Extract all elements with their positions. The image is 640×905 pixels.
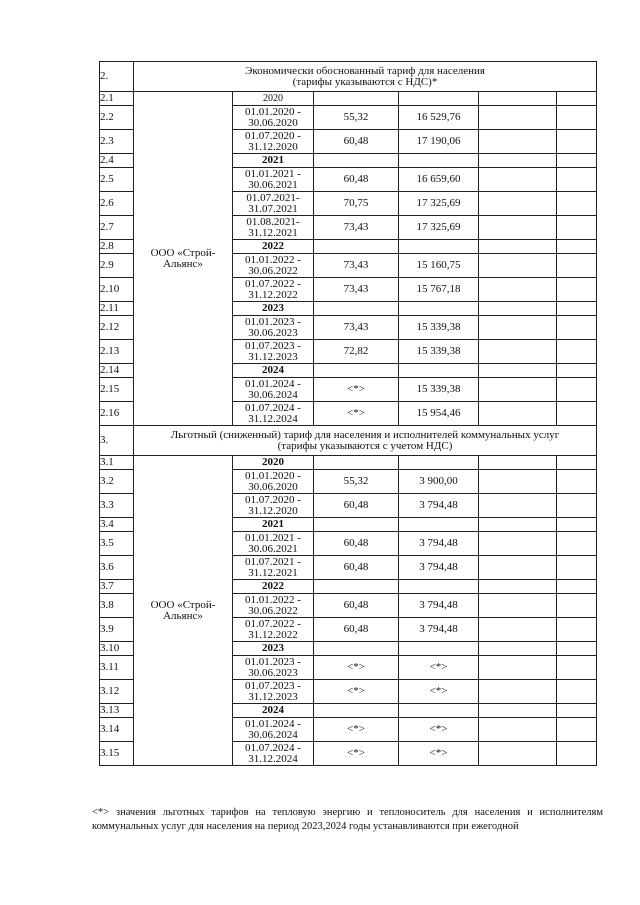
tariff-value-2: 15 339,38 — [399, 340, 479, 364]
organization-cell — [134, 456, 233, 766]
tariff-value-2: 15 767,18 — [399, 278, 479, 302]
empty-cell — [557, 130, 597, 154]
tariff-value-2: 16 659,60 — [399, 168, 479, 192]
organization-name-line1: ООО «Строй- — [150, 598, 216, 611]
period-cell — [233, 618, 314, 642]
organization-cell — [134, 92, 233, 426]
year-cell: 2024 — [233, 704, 314, 718]
section-title-line1: Экономически обоснованный тариф для населения — [245, 64, 485, 77]
empty-cell — [557, 192, 597, 216]
period-start: 01.07.2021 - — [245, 555, 301, 568]
empty-cell — [479, 618, 557, 642]
year-cell: 2022 — [233, 580, 314, 594]
section-title-line1: Льготный (сниженный) тариф для населения и исполнителей коммунальных услуг — [170, 428, 560, 441]
empty-cell — [399, 456, 479, 470]
row-number: 2.6 — [100, 192, 134, 216]
empty-cell — [557, 340, 597, 364]
tariff-value-2: <*> — [399, 680, 479, 704]
period-start: 01.01.2024 - — [245, 717, 301, 730]
empty-cell — [399, 240, 479, 254]
empty-cell — [479, 456, 557, 470]
row-number: 2.7 — [100, 216, 134, 240]
period-cell — [233, 594, 314, 618]
empty-cell — [479, 92, 557, 106]
tariff-value-2: 15 954,46 — [399, 402, 479, 426]
period-end: 31.12.2022 — [248, 628, 298, 641]
empty-cell — [479, 494, 557, 518]
row-number: 3.13 — [100, 704, 134, 718]
period-cell — [233, 340, 314, 364]
empty-cell — [479, 192, 557, 216]
section-title-line2: (тарифы указываются с НДС)* — [292, 75, 438, 88]
empty-cell — [557, 378, 597, 402]
organization-name-line2: Альянс» — [163, 257, 203, 270]
period-cell — [233, 718, 314, 742]
tariff-value-2: 16 529,76 — [399, 106, 479, 130]
tariff-value-1: <*> — [314, 718, 399, 742]
empty-cell — [557, 642, 597, 656]
empty-cell — [557, 364, 597, 378]
period-end: 31.12.2024 — [248, 752, 298, 765]
period-start: 01.07.2020 - — [245, 129, 301, 142]
tariff-value-1: 73,43 — [314, 254, 399, 278]
period-end: 31.07.2021 — [248, 202, 298, 215]
period-cell — [233, 470, 314, 494]
tariff-value-1: 60,48 — [314, 130, 399, 154]
empty-cell — [479, 402, 557, 426]
row-number: 2.9 — [100, 254, 134, 278]
empty-cell — [479, 518, 557, 532]
empty-cell — [479, 580, 557, 594]
period-end: 31.12.2021 — [248, 226, 298, 239]
empty-cell — [557, 316, 597, 340]
period-end: 31.12.2024 — [248, 412, 298, 425]
organization-name-line1: ООО «Строй- — [150, 246, 216, 259]
empty-cell — [479, 704, 557, 718]
row-number: 3.8 — [100, 594, 134, 618]
period-cell — [233, 742, 314, 766]
tariff-value-1: <*> — [314, 656, 399, 680]
row-number: 2.2 — [100, 106, 134, 130]
tariff-value-2: 17 325,69 — [399, 192, 479, 216]
period-end: 30.06.2020 — [248, 480, 298, 493]
tariff-value-1: <*> — [314, 680, 399, 704]
period-start: 01.07.2023 - — [245, 679, 301, 692]
footnote: <*> значения льготных тарифов на тепловую энергию и теплоноситель для населения и исполнителям коммунальных услуг для населения на период 2023,2024 годы устанавливаются при ежегодной — [92, 807, 603, 832]
section-number: 3. — [100, 426, 134, 456]
row-number: 2.4 — [100, 154, 134, 168]
period-end: 30.06.2022 — [248, 604, 298, 617]
empty-cell — [399, 518, 479, 532]
empty-cell — [557, 216, 597, 240]
tariff-value-2: 3 794,48 — [399, 594, 479, 618]
empty-cell — [557, 656, 597, 680]
tariff-value-2: 15 160,75 — [399, 254, 479, 278]
tariff-value-1: <*> — [314, 742, 399, 766]
row-number: 3.7 — [100, 580, 134, 594]
year-cell: 2023 — [233, 302, 314, 316]
period-end: 30.06.2023 — [248, 326, 298, 339]
row-number: 2.3 — [100, 130, 134, 154]
empty-cell — [399, 92, 479, 106]
period-start: 01.07.2024 - — [245, 401, 301, 414]
period-cell — [233, 168, 314, 192]
tariff-value-1: 60,48 — [314, 494, 399, 518]
empty-cell — [479, 364, 557, 378]
period-start: 01.07.2022 - — [245, 277, 301, 290]
empty-cell — [314, 456, 399, 470]
row-number: 2.16 — [100, 402, 134, 426]
period-start: 01.08.2021- — [246, 215, 300, 228]
row-number: 3.11 — [100, 656, 134, 680]
period-cell — [233, 656, 314, 680]
period-start: 01.01.2021 - — [245, 167, 301, 180]
tariff-value-1: <*> — [314, 402, 399, 426]
empty-cell — [557, 278, 597, 302]
period-start: 01.01.2022 - — [245, 253, 301, 266]
period-cell — [233, 192, 314, 216]
empty-cell — [557, 618, 597, 642]
period-end: 31.12.2020 — [248, 504, 298, 517]
row-number: 3.9 — [100, 618, 134, 642]
period-start: 01.07.2022 - — [245, 617, 301, 630]
period-start: 01.01.2022 - — [245, 593, 301, 606]
empty-cell — [399, 580, 479, 594]
period-end: 30.06.2020 — [248, 116, 298, 129]
section-title — [134, 426, 597, 456]
year-cell: 2021 — [233, 518, 314, 532]
empty-cell — [399, 154, 479, 168]
period-start: 01.01.2023 - — [245, 655, 301, 668]
empty-cell — [314, 92, 399, 106]
section-title-line2: (тарифы указываются с учетом НДС) — [277, 439, 453, 452]
row-number: 3.10 — [100, 642, 134, 656]
tariff-value-2: 17 190,06 — [399, 130, 479, 154]
empty-cell — [479, 278, 557, 302]
tariff-value-1: 72,82 — [314, 340, 399, 364]
period-cell — [233, 106, 314, 130]
row-number: 3.1 — [100, 456, 134, 470]
tariff-value-2: <*> — [399, 718, 479, 742]
tariff-value-1: 60,48 — [314, 532, 399, 556]
table-row — [100, 92, 597, 106]
year-cell: 2020 — [233, 92, 314, 106]
empty-cell — [399, 642, 479, 656]
empty-cell — [557, 718, 597, 742]
tariff-value-1: 55,32 — [314, 106, 399, 130]
period-cell — [233, 402, 314, 426]
empty-cell — [479, 154, 557, 168]
empty-cell — [479, 240, 557, 254]
tariff-value-2: 3 794,48 — [399, 618, 479, 642]
period-cell — [233, 378, 314, 402]
period-cell — [233, 254, 314, 278]
section-header-row — [100, 426, 597, 456]
tariff-value-2: 3 794,48 — [399, 556, 479, 580]
empty-cell — [557, 556, 597, 580]
empty-cell — [314, 580, 399, 594]
tariff-value-2: 15 339,38 — [399, 378, 479, 402]
empty-cell — [557, 168, 597, 192]
period-end: 30.06.2021 — [248, 542, 298, 555]
empty-cell — [314, 154, 399, 168]
section-header-row — [100, 62, 597, 92]
empty-cell — [314, 302, 399, 316]
period-end: 30.06.2024 — [248, 388, 298, 401]
empty-cell — [479, 656, 557, 680]
period-cell — [233, 556, 314, 580]
empty-cell — [479, 470, 557, 494]
empty-cell — [557, 456, 597, 470]
empty-cell — [557, 240, 597, 254]
empty-cell — [314, 642, 399, 656]
empty-cell — [479, 302, 557, 316]
period-cell — [233, 278, 314, 302]
period-cell — [233, 130, 314, 154]
empty-cell — [314, 518, 399, 532]
period-end: 31.12.2021 — [248, 566, 298, 579]
period-start: 01.07.2020 - — [245, 493, 301, 506]
section-title — [134, 62, 597, 92]
row-number: 3.15 — [100, 742, 134, 766]
period-cell — [233, 532, 314, 556]
empty-cell — [479, 106, 557, 130]
period-start: 01.07.2021- — [246, 191, 300, 204]
tariff-value-2: <*> — [399, 742, 479, 766]
tariff-table — [99, 61, 597, 766]
period-start: 01.01.2020 - — [245, 105, 301, 118]
year-cell: 2021 — [233, 154, 314, 168]
row-number: 2.1 — [100, 92, 134, 106]
year-cell: 2023 — [233, 642, 314, 656]
section-number: 2. — [100, 62, 134, 92]
empty-cell — [399, 364, 479, 378]
row-number: 2.5 — [100, 168, 134, 192]
row-number: 2.8 — [100, 240, 134, 254]
tariff-value-1: 60,48 — [314, 168, 399, 192]
empty-cell — [557, 742, 597, 766]
empty-cell — [479, 532, 557, 556]
empty-cell — [479, 642, 557, 656]
tariff-value-1: 60,48 — [314, 594, 399, 618]
tariff-value-1: 60,48 — [314, 556, 399, 580]
empty-cell — [479, 168, 557, 192]
empty-cell — [479, 742, 557, 766]
empty-cell — [479, 718, 557, 742]
period-start: 01.01.2023 - — [245, 315, 301, 328]
tariff-value-1: 60,48 — [314, 618, 399, 642]
period-end: 30.06.2021 — [248, 178, 298, 191]
empty-cell — [314, 364, 399, 378]
period-cell — [233, 494, 314, 518]
period-start: 01.01.2024 - — [245, 377, 301, 390]
table-row — [100, 456, 597, 470]
tariff-value-2: 3 794,48 — [399, 532, 479, 556]
row-number: 3.12 — [100, 680, 134, 704]
empty-cell — [314, 704, 399, 718]
period-cell — [233, 216, 314, 240]
tariff-value-2: 17 325,69 — [399, 216, 479, 240]
empty-cell — [399, 302, 479, 316]
period-end: 30.06.2024 — [248, 728, 298, 741]
empty-cell — [479, 254, 557, 278]
tariff-value-1: 70,75 — [314, 192, 399, 216]
row-number: 3.14 — [100, 718, 134, 742]
tariff-value-2: 15 339,38 — [399, 316, 479, 340]
row-number: 2.13 — [100, 340, 134, 364]
empty-cell — [557, 594, 597, 618]
empty-cell — [399, 704, 479, 718]
empty-cell — [557, 92, 597, 106]
empty-cell — [557, 704, 597, 718]
row-number: 2.14 — [100, 364, 134, 378]
row-number: 3.5 — [100, 532, 134, 556]
period-end: 30.06.2023 — [248, 666, 298, 679]
empty-cell — [557, 402, 597, 426]
period-start: 01.07.2023 - — [245, 339, 301, 352]
tariff-value-1: 73,43 — [314, 278, 399, 302]
empty-cell — [479, 378, 557, 402]
empty-cell — [557, 106, 597, 130]
row-number: 2.11 — [100, 302, 134, 316]
tariff-value-1: <*> — [314, 378, 399, 402]
empty-cell — [479, 680, 557, 704]
empty-cell — [557, 580, 597, 594]
empty-cell — [314, 240, 399, 254]
period-start: 01.07.2024 - — [245, 741, 301, 754]
empty-cell — [557, 518, 597, 532]
period-end: 31.12.2023 — [248, 350, 298, 363]
period-cell — [233, 680, 314, 704]
empty-cell — [557, 494, 597, 518]
row-number: 3.4 — [100, 518, 134, 532]
year-cell: 2024 — [233, 364, 314, 378]
row-number: 2.10 — [100, 278, 134, 302]
organization-name-line2: Альянс» — [163, 609, 203, 622]
period-end: 30.06.2022 — [248, 264, 298, 277]
period-end: 31.12.2023 — [248, 690, 298, 703]
tariff-value-1: 73,43 — [314, 216, 399, 240]
empty-cell — [479, 216, 557, 240]
empty-cell — [479, 340, 557, 364]
tariff-value-1: 73,43 — [314, 316, 399, 340]
empty-cell — [479, 130, 557, 154]
empty-cell — [557, 532, 597, 556]
row-number: 3.6 — [100, 556, 134, 580]
tariff-value-2: 3 900,00 — [399, 470, 479, 494]
row-number: 2.12 — [100, 316, 134, 340]
tariff-value-2: 3 794,48 — [399, 494, 479, 518]
period-end: 31.12.2022 — [248, 288, 298, 301]
empty-cell — [557, 680, 597, 704]
empty-cell — [557, 254, 597, 278]
row-number: 2.15 — [100, 378, 134, 402]
row-number: 3.3 — [100, 494, 134, 518]
empty-cell — [479, 556, 557, 580]
period-start: 01.01.2020 - — [245, 469, 301, 482]
year-cell: 2022 — [233, 240, 314, 254]
year-cell: 2020 — [233, 456, 314, 470]
empty-cell — [557, 302, 597, 316]
period-start: 01.01.2021 - — [245, 531, 301, 544]
period-cell — [233, 316, 314, 340]
row-number: 3.2 — [100, 470, 134, 494]
empty-cell — [479, 316, 557, 340]
empty-cell — [479, 594, 557, 618]
tariff-value-2: <*> — [399, 656, 479, 680]
empty-cell — [557, 470, 597, 494]
tariff-value-1: 55,32 — [314, 470, 399, 494]
empty-cell — [557, 154, 597, 168]
period-end: 31.12.2020 — [248, 140, 298, 153]
